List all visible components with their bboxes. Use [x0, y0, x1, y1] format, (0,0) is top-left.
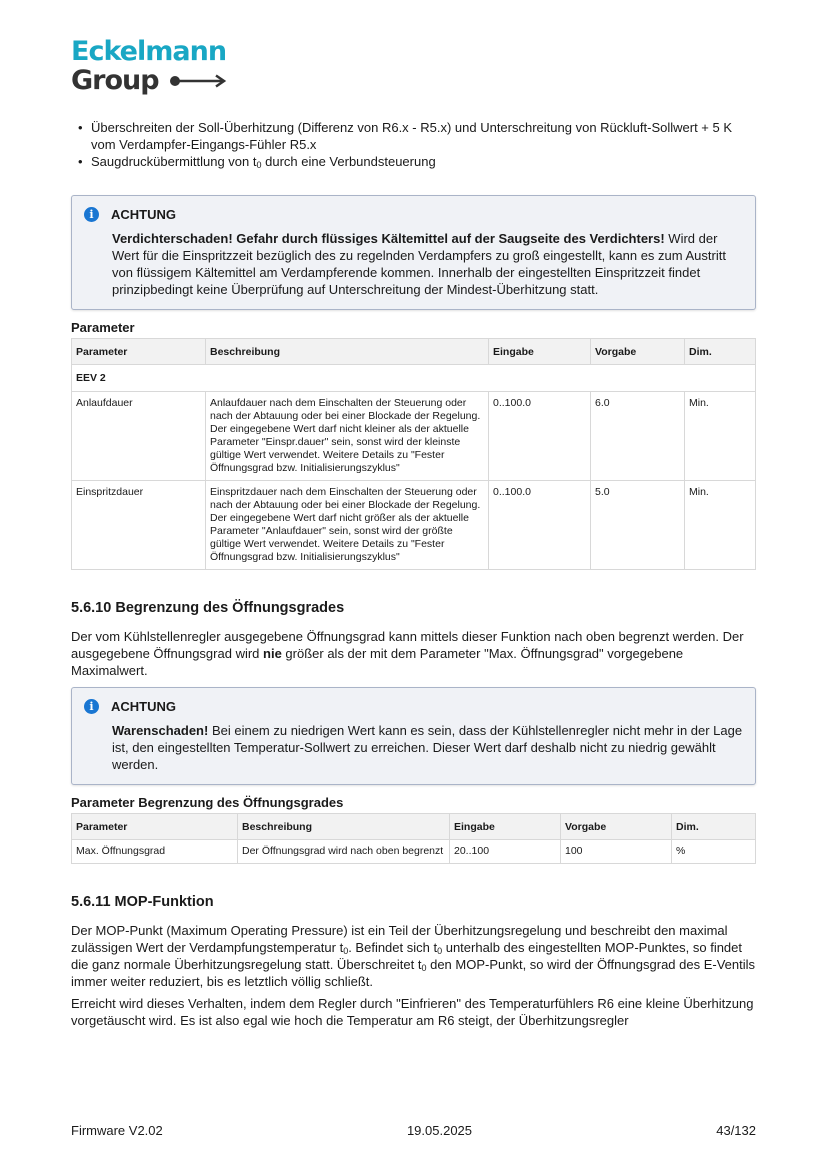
section-heading: 5.6.10 Begrenzung des Öffnungsgrades	[71, 600, 345, 616]
page-content	[71, 119, 756, 1034]
footer-date: 19.05.2025	[406, 1123, 473, 1138]
warning-box	[71, 687, 756, 785]
list-item: • Überschreiten der Soll-Überhitzung (Differenz von R6.x - R5.x) und Unterschreitung von Rückluft-Sollwert + 5 K vom Verdampfer-Eingangs-Fühler R5.x	[91, 119, 756, 153]
warning-text: Warenschaden! Bei einem zu niedrigen Wert kann es sein, dass der Kühlstellenregler nicht mehr in der Lage ist, den eingestellten Temperatur-Sollwert zu erreichen. Dieser Wert darf deshalb nicht zu niedrig gewählt werden.	[112, 723, 743, 772]
paragraph: Erreicht wird dieses Verhalten, indem dem Regler durch "Einfrieren" des Temperaturfühlers R6 eine kleine Überhitzung vorgetäuscht wird. Es ist also egal wie hoch die Temperatur am R6 steigt, der Überhitzungsregler	[71, 996, 754, 1028]
section-heading: 5.6.11 MOP-Funktion	[71, 894, 214, 910]
table-title: Parameter Begrenzung des Öffnungsgrades	[71, 795, 344, 810]
table-title: Parameter	[71, 320, 135, 335]
paragraph: Der MOP-Punkt (Maximum Operating Pressure) ist ein Teil der Überhitzungsregelung und beschreibt den maximal zulässigen Wert der Verdampfungstemperatur $t_0$. Befindet sich $t_0$ unterhalb des eingestellten MOP-Punktes, so findet die ganz normale Überhitzungsregelung statt. Überschreitet $t_0$ den MOP-Punkt, so wird der Öffnungsgrad des E-Ventils immer weiter reduziert, bis es letztlich völlig schließt.	[71, 923, 756, 989]
info-icon: i	[84, 699, 99, 714]
table-row: Max. Öffnungsgrad Der Öffnungsgrad wird nach oben begrenzt 20..100 100 %	[72, 840, 756, 864]
table-row: Einspritzdauer Einspritzdauer nach dem Einschalten der Steuerung oder nach der Abtauung oder bei einer Blockade der Regelung. Der eingegebene Wert darf nicht größer als der aktuelle Parameter "Anlaufdauer" sein, sonst wird der größte gültige Wert verwendet. Weitere Details zu "Fester Öffnungsgrad bzw. Initialisierungszyklus" 0..100.0 5.0 Min.	[72, 481, 756, 570]
warning-box	[71, 195, 756, 310]
page-footer	[71, 1123, 756, 1138]
list-item: • Saugdruckübermittlung von $t_0$ durch eine Verbundsteuerung	[91, 153, 756, 170]
warning-title: ACHTUNG	[111, 207, 176, 222]
table-header-row: Parameter Beschreibung Eingabe Vorgabe Dim.	[72, 339, 756, 365]
table-row: Anlaufdauer Anlaufdauer nach dem Einschalten der Steuerung oder nach der Abtauung oder bei einer Blockade der Regelung. Der eingegebene Wert darf nicht kleiner als der aktuelle Parameter "Einspr.dauer" sein, sonst wird der kleinste gültige Wert verwendet. Weitere Details zu "Fester Öffnungsgrad bzw. Initialisierungszyklus" 0..100.0 6.0 Min.	[72, 392, 756, 481]
warning-title: ACHTUNG	[111, 699, 176, 714]
table-section-row: EEV 2	[72, 365, 756, 392]
footer-page-number: 43/132	[716, 1123, 756, 1138]
footer-firmware: Firmware V2.02	[71, 1123, 163, 1138]
paragraph: Der vom Kühlstellenregler ausgegebene Öffnungsgrad kann mittels dieser Funktion nach oben begrenzt werden. Der ausgegebene Öffnungsgrad wird nie größer als der mit dem Parameter "Max. Öffnungsgrad" vorgegebene Maximalwert.	[71, 629, 744, 678]
arrow-right-icon	[169, 74, 227, 88]
info-icon: i	[84, 207, 99, 222]
parameter-table	[71, 813, 756, 864]
bullet-list	[71, 119, 756, 170]
logo-line1: Eckelmann	[71, 36, 227, 67]
warning-text: Verdichterschaden! Gefahr durch flüssiges Kältemittel auf der Saugseite des Verdichters! Wird der Wert für die Einspritzzeit bezüglich des zu regelnden Verdampfers zu groß eingestellt, kann es zum Austritt von flüssigem Kältemittel am Verdampferende kommen. Innerhalb der eingestellten Einspritzzeit findet prinzipbedingt keine Überprüfung auf Unterschreitung der Mindest-Überhitzung statt.	[112, 231, 726, 297]
parameter-table	[71, 338, 756, 570]
table-header-row: Parameter Beschreibung Eingabe Vorgabe Dim.	[72, 814, 756, 840]
eckelmann-logo	[71, 38, 227, 96]
logo-line2: Group	[71, 65, 159, 96]
